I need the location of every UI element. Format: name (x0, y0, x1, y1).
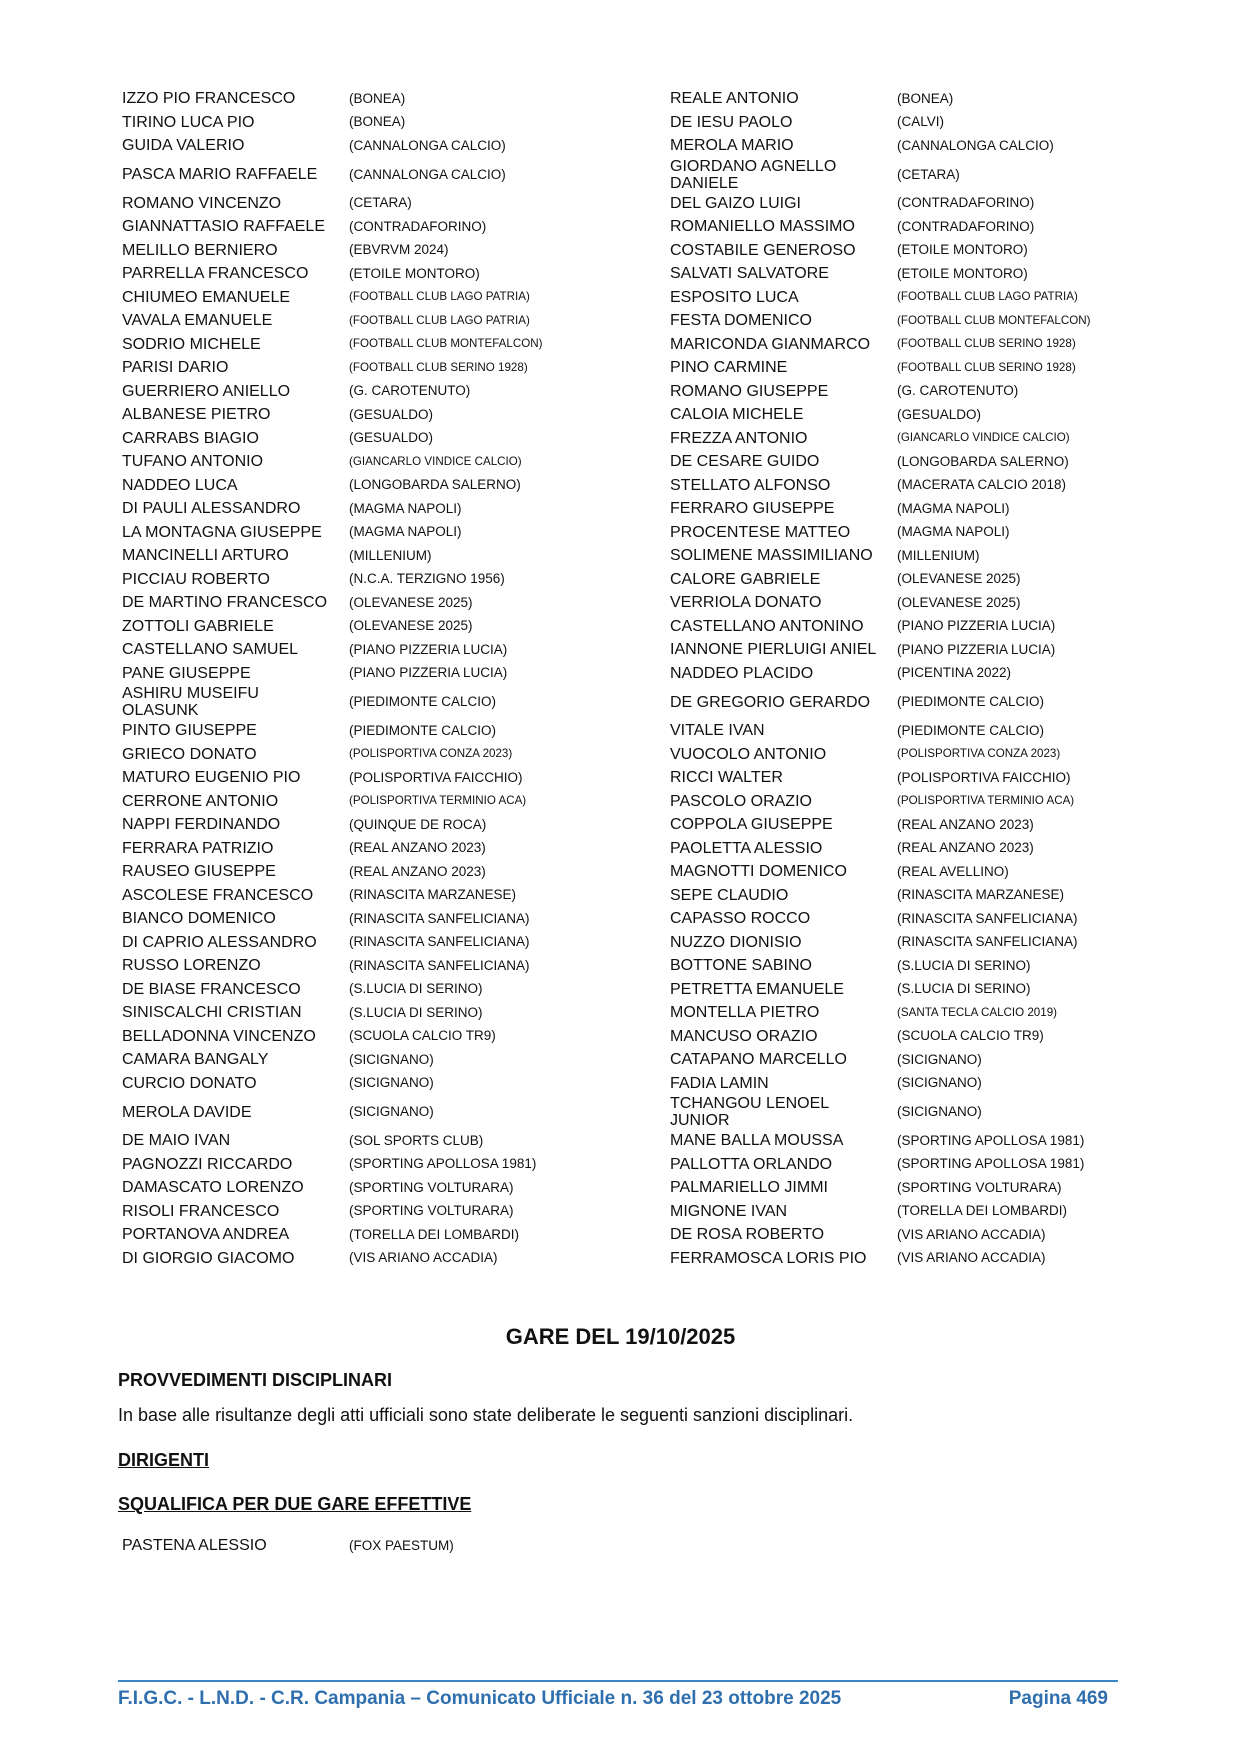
page-footer (118, 1688, 1108, 1714)
player-club: (REAL ANZANO 2023) (349, 840, 486, 856)
table-row (118, 192, 1118, 216)
player-name: FADIA LAMIN (670, 1074, 769, 1092)
player-name: ROMANIELLO MASSIMO (670, 218, 855, 236)
table-row (118, 790, 1118, 814)
player-club: (RINASCITA SANFELICIANA) (897, 934, 1078, 950)
player-name: MANCINELLI ARTURO (122, 547, 289, 565)
player-name: VUOCOLO ANTONIO (670, 745, 827, 763)
player-club: (BONEA) (897, 90, 954, 106)
section-title: GARE DEL 19/10/2025 (505, 1324, 736, 1349)
player-club: (BONEA) (349, 90, 406, 106)
player-name: FERRAMOSCA LORIS PIO (670, 1249, 867, 1267)
player-name: DE IESU PAOLO (670, 113, 793, 131)
player-club: (OLEVANESE 2025) (897, 594, 1021, 610)
table-row (118, 474, 1118, 498)
player-name: MONTELLA PIETRO (670, 1004, 820, 1022)
player-club: (SPORTING VOLTURARA) (349, 1179, 514, 1195)
dirigenti-heading: DIRIGENTI (118, 1450, 210, 1470)
player-name: PARISI DARIO (122, 359, 229, 377)
table-row (118, 1072, 1118, 1096)
player-name: DAMASCATO LORENZO (122, 1179, 304, 1197)
player-club: (CANNALONGA CALCIO) (897, 137, 1054, 153)
player-club: (REAL AVELLINO) (897, 863, 1009, 879)
player-club: (CANNALONGA CALCIO) (349, 137, 506, 153)
player-club: (G. CAROTENUTO) (897, 383, 1019, 399)
player-club: (FOOTBALL CLUB MONTEFALCON) (897, 313, 1091, 327)
player-club: (PICENTINA 2022) (897, 665, 1012, 681)
player-name: MEROLA MARIO (670, 137, 794, 155)
player-club: (POLISPORTIVA FAICCHIO) (349, 769, 523, 785)
table-row (118, 215, 1118, 239)
table-row (118, 380, 1118, 404)
player-name: GUIDA VALERIO (122, 137, 245, 155)
player-club: (SOL SPORTS CLUB) (349, 1132, 484, 1148)
player-name: DE MAIO IVAN (122, 1132, 231, 1150)
player-club: (FOOTBALL CLUB MONTEFALCON) (349, 337, 543, 351)
player-name: COPPOLA GIUSEPPE (670, 816, 833, 834)
table-row (118, 907, 1118, 931)
player-name: TCHANGOU LENOEL JUNIOR (670, 1095, 830, 1129)
player-name: CAMARA BANGALY (122, 1051, 269, 1069)
table-row (118, 685, 1118, 719)
player-name: CALOIA MICHELE (670, 406, 804, 424)
player-club: (ETOILE MONTORO) (897, 265, 1028, 281)
player-club: (OLEVANESE 2025) (349, 594, 473, 610)
player-name: NADDEO LUCA (122, 476, 238, 494)
player-club: (MAGMA NAPOLI) (897, 524, 1010, 540)
player-name: CERRONE ANTONIO (122, 792, 279, 810)
player-club: (LONGOBARDA SALERNO) (349, 477, 521, 493)
player-name: SEPE CLAUDIO (670, 886, 789, 904)
player-name: ROMANO GIUSEPPE (670, 382, 829, 400)
player-club: (S.LUCIA DI SERINO) (897, 981, 1031, 997)
player-club: (PIANO PIZZERIA LUCIA) (897, 641, 1056, 657)
player-name: MANE BALLA MOUSSA (670, 1132, 844, 1150)
player-club: (POLISPORTIVA CONZA 2023) (349, 747, 513, 761)
player-name: ASHIRU MUSEIFU OLASUNK (122, 685, 259, 719)
player-club: (PIEDIMONTE CALCIO) (897, 694, 1045, 709)
table-row (118, 239, 1118, 263)
player-club: (RINASCITA SANFELICIANA) (349, 934, 530, 950)
table-row (118, 568, 1118, 592)
table-row (118, 87, 1118, 111)
table-row (118, 427, 1118, 451)
player-name: FESTA DOMENICO (670, 312, 812, 330)
provvedimenti-heading: PROVVEDIMENTI DISCIPLINARI (118, 1370, 393, 1390)
player-name: MARICONDA GIANMARCO (670, 335, 871, 353)
player-name: FREZZA ANTONIO (670, 429, 808, 447)
player-name: SOLIMENE MASSIMILIANO (670, 547, 873, 565)
player-club: (GESUALDO) (349, 406, 434, 422)
player-club: (CETARA) (349, 195, 412, 211)
table-row (118, 521, 1118, 545)
player-name: BOTTONE SABINO (670, 957, 812, 975)
table-row (118, 615, 1118, 639)
player-club: (RINASCITA SANFELICIANA) (349, 957, 530, 973)
player-name: MATURO EUGENIO PIO (122, 769, 301, 787)
sanction-club: (FOX PAESTUM) (349, 1537, 454, 1553)
table-row (118, 497, 1118, 521)
player-name: MEROLA DAVIDE (122, 1103, 252, 1121)
player-club: (SPORTING APOLLOSA 1981) (349, 1156, 537, 1172)
player-name: GUERRIERO ANIELLO (122, 382, 291, 400)
player-name: VAVALA EMANUELE (122, 312, 273, 330)
player-name: MIGNONE IVAN (670, 1202, 788, 1220)
table-row (118, 638, 1118, 662)
player-club: (GESUALDO) (349, 430, 434, 446)
player-club: (SPORTING VOLTURARA) (897, 1179, 1062, 1195)
player-name: PINTO GIUSEPPE (122, 722, 257, 740)
player-club: (PIEDIMONTE CALCIO) (349, 694, 497, 709)
player-name: DE GREGORIO GERARDO (670, 693, 871, 711)
player-club: (GESUALDO) (897, 406, 982, 422)
player-name: SALVATI SALVATORE (670, 265, 829, 283)
player-name: GRIECO DONATO (122, 745, 257, 763)
squalifica-heading: SQUALIFICA PER DUE GARE EFFETTIVE (118, 1494, 472, 1514)
player-club: (QUINQUE DE ROCA) (349, 816, 487, 832)
player-club: (MACERATA CALCIO 2018) (897, 477, 1067, 493)
player-club: (CONTRADAFORINO) (349, 218, 487, 234)
player-club: (SICIGNANO) (349, 1075, 434, 1091)
player-name: MAGNOTTI DOMENICO (670, 863, 847, 881)
player-club: (FOOTBALL CLUB SERINO 1928) (897, 360, 1076, 374)
table-row (118, 1247, 1118, 1271)
player-club: (PIANO PIZZERIA LUCIA) (349, 641, 508, 657)
table-row (118, 356, 1118, 380)
player-name: PORTANOVA ANDREA (122, 1226, 290, 1244)
table-row (118, 1095, 1118, 1129)
table-row (118, 1025, 1118, 1049)
table-row (118, 286, 1118, 310)
table-row (118, 1176, 1118, 1200)
disqualified-players-table (118, 87, 1118, 1270)
player-club: (MILLENIUM) (897, 547, 980, 563)
player-name: DE CESARE GUIDO (670, 453, 820, 471)
player-name: PASCOLO ORAZIO (670, 792, 812, 810)
player-club: (RINASCITA MARZANESE) (349, 887, 517, 903)
table-row (118, 333, 1118, 357)
player-club: (CETARA) (897, 166, 960, 182)
player-club: (POLISPORTIVA FAICCHIO) (897, 769, 1071, 785)
player-club: (MAGMA NAPOLI) (897, 500, 1010, 516)
player-club: (LONGOBARDA SALERNO) (897, 453, 1069, 469)
table-row (118, 262, 1118, 286)
player-club: (G. CAROTENUTO) (349, 383, 471, 399)
player-name: ROMANO VINCENZO (122, 194, 282, 212)
player-name: MANCUSO ORAZIO (670, 1027, 818, 1045)
player-name: PROCENTESE MATTEO (670, 523, 851, 541)
player-name: DE BIASE FRANCESCO (122, 980, 301, 998)
player-club: (OLEVANESE 2025) (349, 618, 473, 634)
intro-text: In base alle risultanze degli atti ufficiali sono state deliberate le seguenti sanzioni disciplinari. (118, 1405, 854, 1425)
player-club: (REAL ANZANO 2023) (897, 816, 1034, 832)
table-row (118, 1153, 1118, 1177)
player-club: (SICIGNANO) (349, 1051, 434, 1067)
table-row (118, 1129, 1118, 1153)
player-club: (PIANO PIZZERIA LUCIA) (897, 618, 1056, 634)
player-club: (SANTA TECLA CALCIO 2019) (897, 1005, 1058, 1019)
player-club: (EBVRVM 2024) (349, 242, 449, 258)
player-club: (CANNALONGA CALCIO) (349, 166, 506, 182)
player-name: ALBANESE PIETRO (122, 406, 271, 424)
player-name: GIANNATTASIO RAFFAELE (122, 218, 325, 236)
player-name: TUFANO ANTONIO (122, 453, 264, 471)
player-name: RISOLI FRANCESCO (122, 1202, 280, 1220)
table-row (118, 1200, 1118, 1224)
player-club: (S.LUCIA DI SERINO) (349, 981, 483, 997)
table-row (118, 931, 1118, 955)
player-name: CAPASSO ROCCO (670, 910, 811, 928)
player-name: NADDEO PLACIDO (670, 664, 814, 682)
player-name: CURCIO DONATO (122, 1074, 257, 1092)
player-name: FERRARO GIUSEPPE (670, 500, 835, 518)
player-club: (GIANCARLO VINDICE CALCIO) (349, 454, 522, 468)
player-name: MELILLO BERNIERO (122, 241, 278, 259)
table-row (118, 158, 1118, 192)
player-club: (VIS ARIANO ACCADIA) (897, 1250, 1046, 1266)
player-name: REALE ANTONIO (670, 90, 799, 108)
player-name: CASTELLANO SAMUEL (122, 641, 299, 659)
table-row (118, 662, 1118, 686)
footer-page-number: Pagina 469 (1008, 1688, 1108, 1709)
player-club: (POLISPORTIVA CONZA 2023) (897, 747, 1061, 761)
player-name: FERRARA PATRIZIO (122, 839, 274, 857)
player-club: (FOOTBALL CLUB LAGO PATRIA) (349, 313, 530, 327)
table-row (118, 403, 1118, 427)
player-name: VITALE IVAN (670, 722, 765, 740)
player-name: RUSSO LORENZO (122, 957, 261, 975)
player-club: (RINASCITA SANFELICIANA) (349, 910, 530, 926)
player-name: SODRIO MICHELE (122, 335, 261, 353)
player-name: STELLATO ALFONSO (670, 476, 831, 494)
player-name: NUZZO DIONISIO (670, 933, 802, 951)
player-club: (SCUOLA CALCIO TR9) (897, 1028, 1044, 1044)
player-name: DEL GAIZO LUIGI (670, 194, 801, 212)
player-name: IANNONE PIERLUIGI ANIEL (670, 641, 877, 659)
player-name: TIRINO LUCA PIO (122, 113, 255, 131)
table-row (118, 719, 1118, 743)
player-name: DI CAPRIO ALESSANDRO (122, 933, 317, 951)
player-name: DI PAULI ALESSANDRO (122, 500, 301, 518)
table-row (118, 884, 1118, 908)
player-club: (MAGMA NAPOLI) (349, 524, 462, 540)
player-name: RAUSEO GIUSEPPE (122, 863, 276, 881)
player-club: (CALVI) (897, 114, 945, 130)
table-row (118, 978, 1118, 1002)
player-club: (VIS ARIANO ACCADIA) (897, 1226, 1046, 1242)
table-row (118, 134, 1118, 158)
player-name: PALMARIELLO JIMMI (670, 1179, 828, 1197)
player-club: (SCUOLA CALCIO TR9) (349, 1028, 496, 1044)
player-name: BELLADONNA VINCENZO (122, 1027, 316, 1045)
player-club: (FOOTBALL CLUB LAGO PATRIA) (349, 290, 530, 304)
player-name: SINISCALCHI CRISTIAN (122, 1004, 302, 1022)
player-club: (FOOTBALL CLUB LAGO PATRIA) (897, 290, 1078, 304)
footer-divider (118, 1680, 1118, 1682)
player-club: (FOOTBALL CLUB SERINO 1928) (349, 360, 528, 374)
table-row (118, 111, 1118, 135)
table-row (118, 309, 1118, 333)
player-club: (POLISPORTIVA TERMINIO ACA) (897, 794, 1075, 808)
player-club: (POLISPORTIVA TERMINIO ACA) (349, 794, 527, 808)
table-row (118, 813, 1118, 837)
player-name: LA MONTAGNA GIUSEPPE (122, 523, 322, 541)
player-name: IZZO PIO FRANCESCO (122, 90, 296, 108)
player-name: DI GIORGIO GIACOMO (122, 1249, 295, 1267)
player-name: PAOLETTA ALESSIO (670, 839, 823, 857)
player-club: (VIS ARIANO ACCADIA) (349, 1250, 498, 1266)
player-name: PICCIAU ROBERTO (122, 570, 270, 588)
table-row (118, 837, 1118, 861)
player-name: PANE GIUSEPPE (122, 664, 251, 682)
player-club: (SPORTING APOLLOSA 1981) (897, 1132, 1085, 1148)
player-club: (OLEVANESE 2025) (897, 571, 1021, 587)
player-club: (N.C.A. TERZIGNO 1956) (349, 571, 505, 587)
player-club: (REAL ANZANO 2023) (897, 840, 1034, 856)
player-club: (CONTRADAFORINO) (897, 195, 1035, 211)
player-name: BIANCO DOMENICO (122, 910, 276, 928)
player-name: PALLOTTA ORLANDO (670, 1155, 833, 1173)
player-club: (SPORTING VOLTURARA) (349, 1203, 514, 1219)
player-name: PAGNOZZI RICCARDO (122, 1155, 293, 1173)
player-club: (RINASCITA SANFELICIANA) (897, 910, 1078, 926)
player-name: CALORE GABRIELE (670, 570, 821, 588)
player-name: RICCI WALTER (670, 769, 783, 787)
player-club: (FOOTBALL CLUB SERINO 1928) (897, 337, 1076, 351)
player-club: (ETOILE MONTORO) (897, 242, 1028, 258)
player-club: (ETOILE MONTORO) (349, 265, 480, 281)
player-name: PASCA MARIO RAFFAELE (122, 166, 318, 183)
player-club: (MAGMA NAPOLI) (349, 500, 462, 516)
player-name: COSTABILE GENEROSO (670, 241, 856, 259)
player-club: (PIEDIMONTE CALCIO) (897, 722, 1045, 738)
player-club: (TORELLA DEI LOMBARDI) (897, 1203, 1068, 1219)
player-club: (RINASCITA MARZANESE) (897, 887, 1065, 903)
player-name: ESPOSITO LUCA (670, 288, 799, 306)
sanction-name: PASTENA ALESSIO (122, 1537, 267, 1554)
player-name: PARRELLA FRANCESCO (122, 265, 309, 283)
player-name: CHIUMEO EMANUELE (122, 288, 291, 306)
player-name: CASTELLANO ANTONINO (670, 617, 864, 635)
table-row (118, 766, 1118, 790)
player-club: (CONTRADAFORINO) (897, 218, 1035, 234)
player-club: (MILLENIUM) (349, 547, 432, 563)
table-row (118, 1048, 1118, 1072)
table-row (118, 450, 1118, 474)
player-club: (SICIGNANO) (897, 1104, 982, 1119)
player-name: PETRETTA EMANUELE (670, 980, 844, 998)
player-club: (SPORTING APOLLOSA 1981) (897, 1156, 1085, 1172)
player-club: (PIANO PIZZERIA LUCIA) (349, 665, 508, 681)
table-row (118, 743, 1118, 767)
player-club: (S.LUCIA DI SERINO) (897, 957, 1031, 973)
player-club: (SICIGNANO) (897, 1051, 982, 1067)
player-name: ASCOLESE FRANCESCO (122, 886, 314, 904)
footer-publication: F.I.G.C. - L.N.D. - C.R. Campania – Comunicato Ufficiale n. 36 del 23 ottobre 2025 (118, 1688, 842, 1709)
player-name: ZOTTOLI GABRIELE (122, 617, 274, 635)
player-club: (BONEA) (349, 114, 406, 130)
table-row (118, 591, 1118, 615)
player-name: NAPPI FERDINANDO (122, 816, 281, 834)
player-club: (GIANCARLO VINDICE CALCIO) (897, 431, 1070, 445)
player-name: GIORDANO AGNELLO DANIELE (670, 157, 837, 192)
player-club: (TORELLA DEI LOMBARDI) (349, 1226, 520, 1242)
player-club: (S.LUCIA DI SERINO) (349, 1004, 483, 1020)
player-club: (PIEDIMONTE CALCIO) (349, 722, 497, 738)
player-name: DE ROSA ROBERTO (670, 1226, 825, 1244)
table-row (118, 954, 1118, 978)
player-club: (SICIGNANO) (349, 1104, 434, 1119)
player-name: VERRIOLA DONATO (670, 594, 822, 612)
player-club: (REAL ANZANO 2023) (349, 863, 486, 879)
player-name: CARRABS BIAGIO (122, 429, 259, 447)
player-name: PINO CARMINE (670, 359, 788, 377)
player-name: CATAPANO MARCELLO (670, 1051, 847, 1069)
table-row (118, 1001, 1118, 1025)
player-club: (SICIGNANO) (897, 1075, 982, 1091)
player-name: DE MARTINO FRANCESCO (122, 594, 328, 612)
table-row (118, 1223, 1118, 1247)
table-row (118, 544, 1118, 568)
sanction-row (118, 1537, 618, 1554)
table-row (118, 860, 1118, 884)
